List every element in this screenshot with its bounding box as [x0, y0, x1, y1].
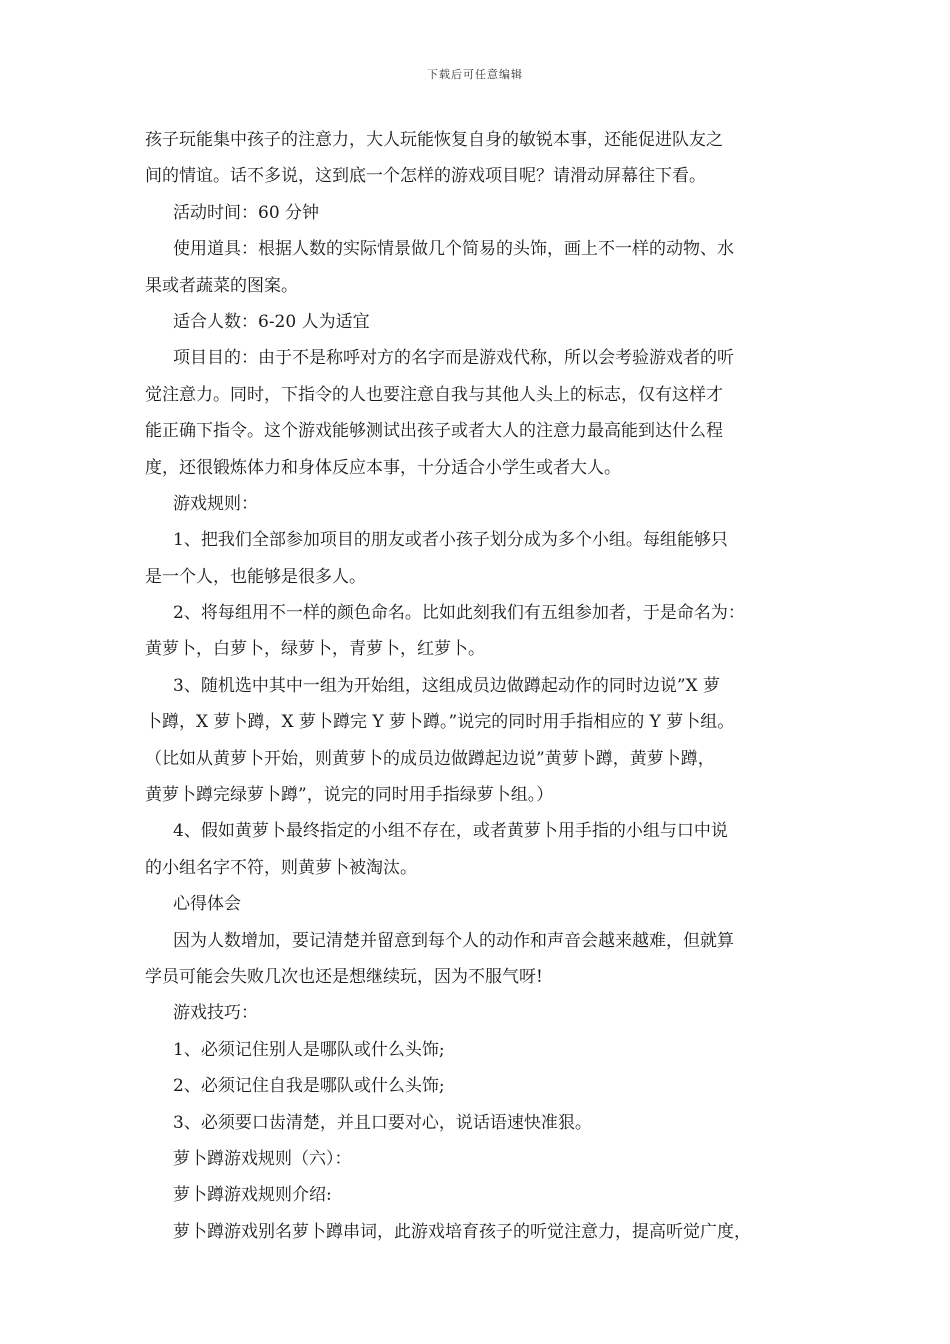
- document-body: [145, 122, 809, 1250]
- text-line: 活动时间：60 分钟: [173, 202, 320, 223]
- text-line: 1、必须记住别人是哪队或什么头饰;: [173, 1039, 445, 1060]
- text-line: （比如从黄萝卜开始，则黄萝卜的成员边做蹲起边说”黄萝卜蹲，黄萝卜蹲，: [145, 748, 715, 769]
- text-line: 孩子玩能集中孩子的注意力，大人玩能恢复自身的敏锐本事，还能促进队友之: [145, 130, 723, 150]
- text-line: 2、必须记住自我是哪队或什么头饰;: [173, 1076, 445, 1097]
- text-line: 2、将每组用不一样的颜色命名。比如此刻我们有五组参加者，于是命名为：: [173, 603, 745, 624]
- text-line: 适合人数：6-20 人为适宜: [173, 311, 370, 332]
- text-line: 萝卜蹲游戏别名萝卜蹲串词，此游戏培育孩子的听觉注意力，提高听觉广度，: [173, 1221, 751, 1242]
- text-line: 觉注意力。同时，下指令的人也要注意自我与其他人头上的标志，仅有这样才: [145, 384, 723, 405]
- text-line: 4、假如黄萝卜最终指定的小组不存在，或者黄萝卜用手指的小组与口中说: [173, 821, 728, 842]
- text-line: 的小组名字不符，则黄萝卜被淘汰。: [145, 857, 417, 878]
- text-line: 游戏技巧：: [173, 1003, 258, 1024]
- text-line: 3、随机选中其中一组为开始组，这组成员边做蹲起动作的同时边说”X 萝: [173, 675, 721, 696]
- text-line: 度，还很锻炼体力和身体反应本事，十分适合小学生或者大人。: [145, 457, 621, 478]
- text-line: 萝卜蹲游戏规则介绍:: [173, 1185, 332, 1206]
- text-line: 果或者蔬菜的图案。: [145, 275, 298, 296]
- text-line: 卜蹲，X 萝卜蹲，X 萝卜蹲完 Y 萝卜蹲。”说完的同时用手指相应的 Y 萝卜组。: [145, 712, 735, 733]
- text-line: 萝卜蹲游戏规则（六）：: [173, 1148, 352, 1169]
- text-line: 1、把我们全部参加项目的朋友或者小孩子划分成为多个小组。每组能够只: [173, 530, 728, 551]
- text-line: 黄萝卜蹲完绿萝卜蹲”，说完的同时用手指绿萝卜组。）: [145, 785, 554, 806]
- text-line: 学员可能会失败几次也还是想继续玩，因为不服气呀!: [145, 966, 543, 987]
- text-line: 间的情谊。话不多说，这到底一个怎样的游戏项目呢？请滑动屏幕往下看。: [145, 166, 706, 187]
- text-line: 黄萝卜，白萝卜，绿萝卜，青萝卜，红萝卜。: [145, 639, 485, 660]
- page-header-note: 下载后可任意编辑: [427, 68, 523, 81]
- text-line: 能正确下指令。这个游戏能够测试出孩子或者大人的注意力最高能到达什么程: [145, 421, 723, 442]
- text-line: 项目目的：由于不是称呼对方的名字而是游戏代称，所以会考验游戏者的听: [173, 348, 734, 369]
- text-line: 是一个人，也能够是很多人。: [145, 566, 366, 587]
- text-line: 使用道具：根据人数的实际情景做几个简易的头饰，画上不一样的动物、水: [173, 239, 734, 260]
- text-line: 游戏规则：: [173, 493, 258, 514]
- text-line: 3、必须要口齿清楚，并且口要对心，说话语速快准狠。: [173, 1112, 592, 1133]
- text-line: 心得体会: [173, 894, 241, 915]
- text-line: 因为人数增加，要记清楚并留意到每个人的动作和声音会越来越难，但就算: [173, 930, 734, 951]
